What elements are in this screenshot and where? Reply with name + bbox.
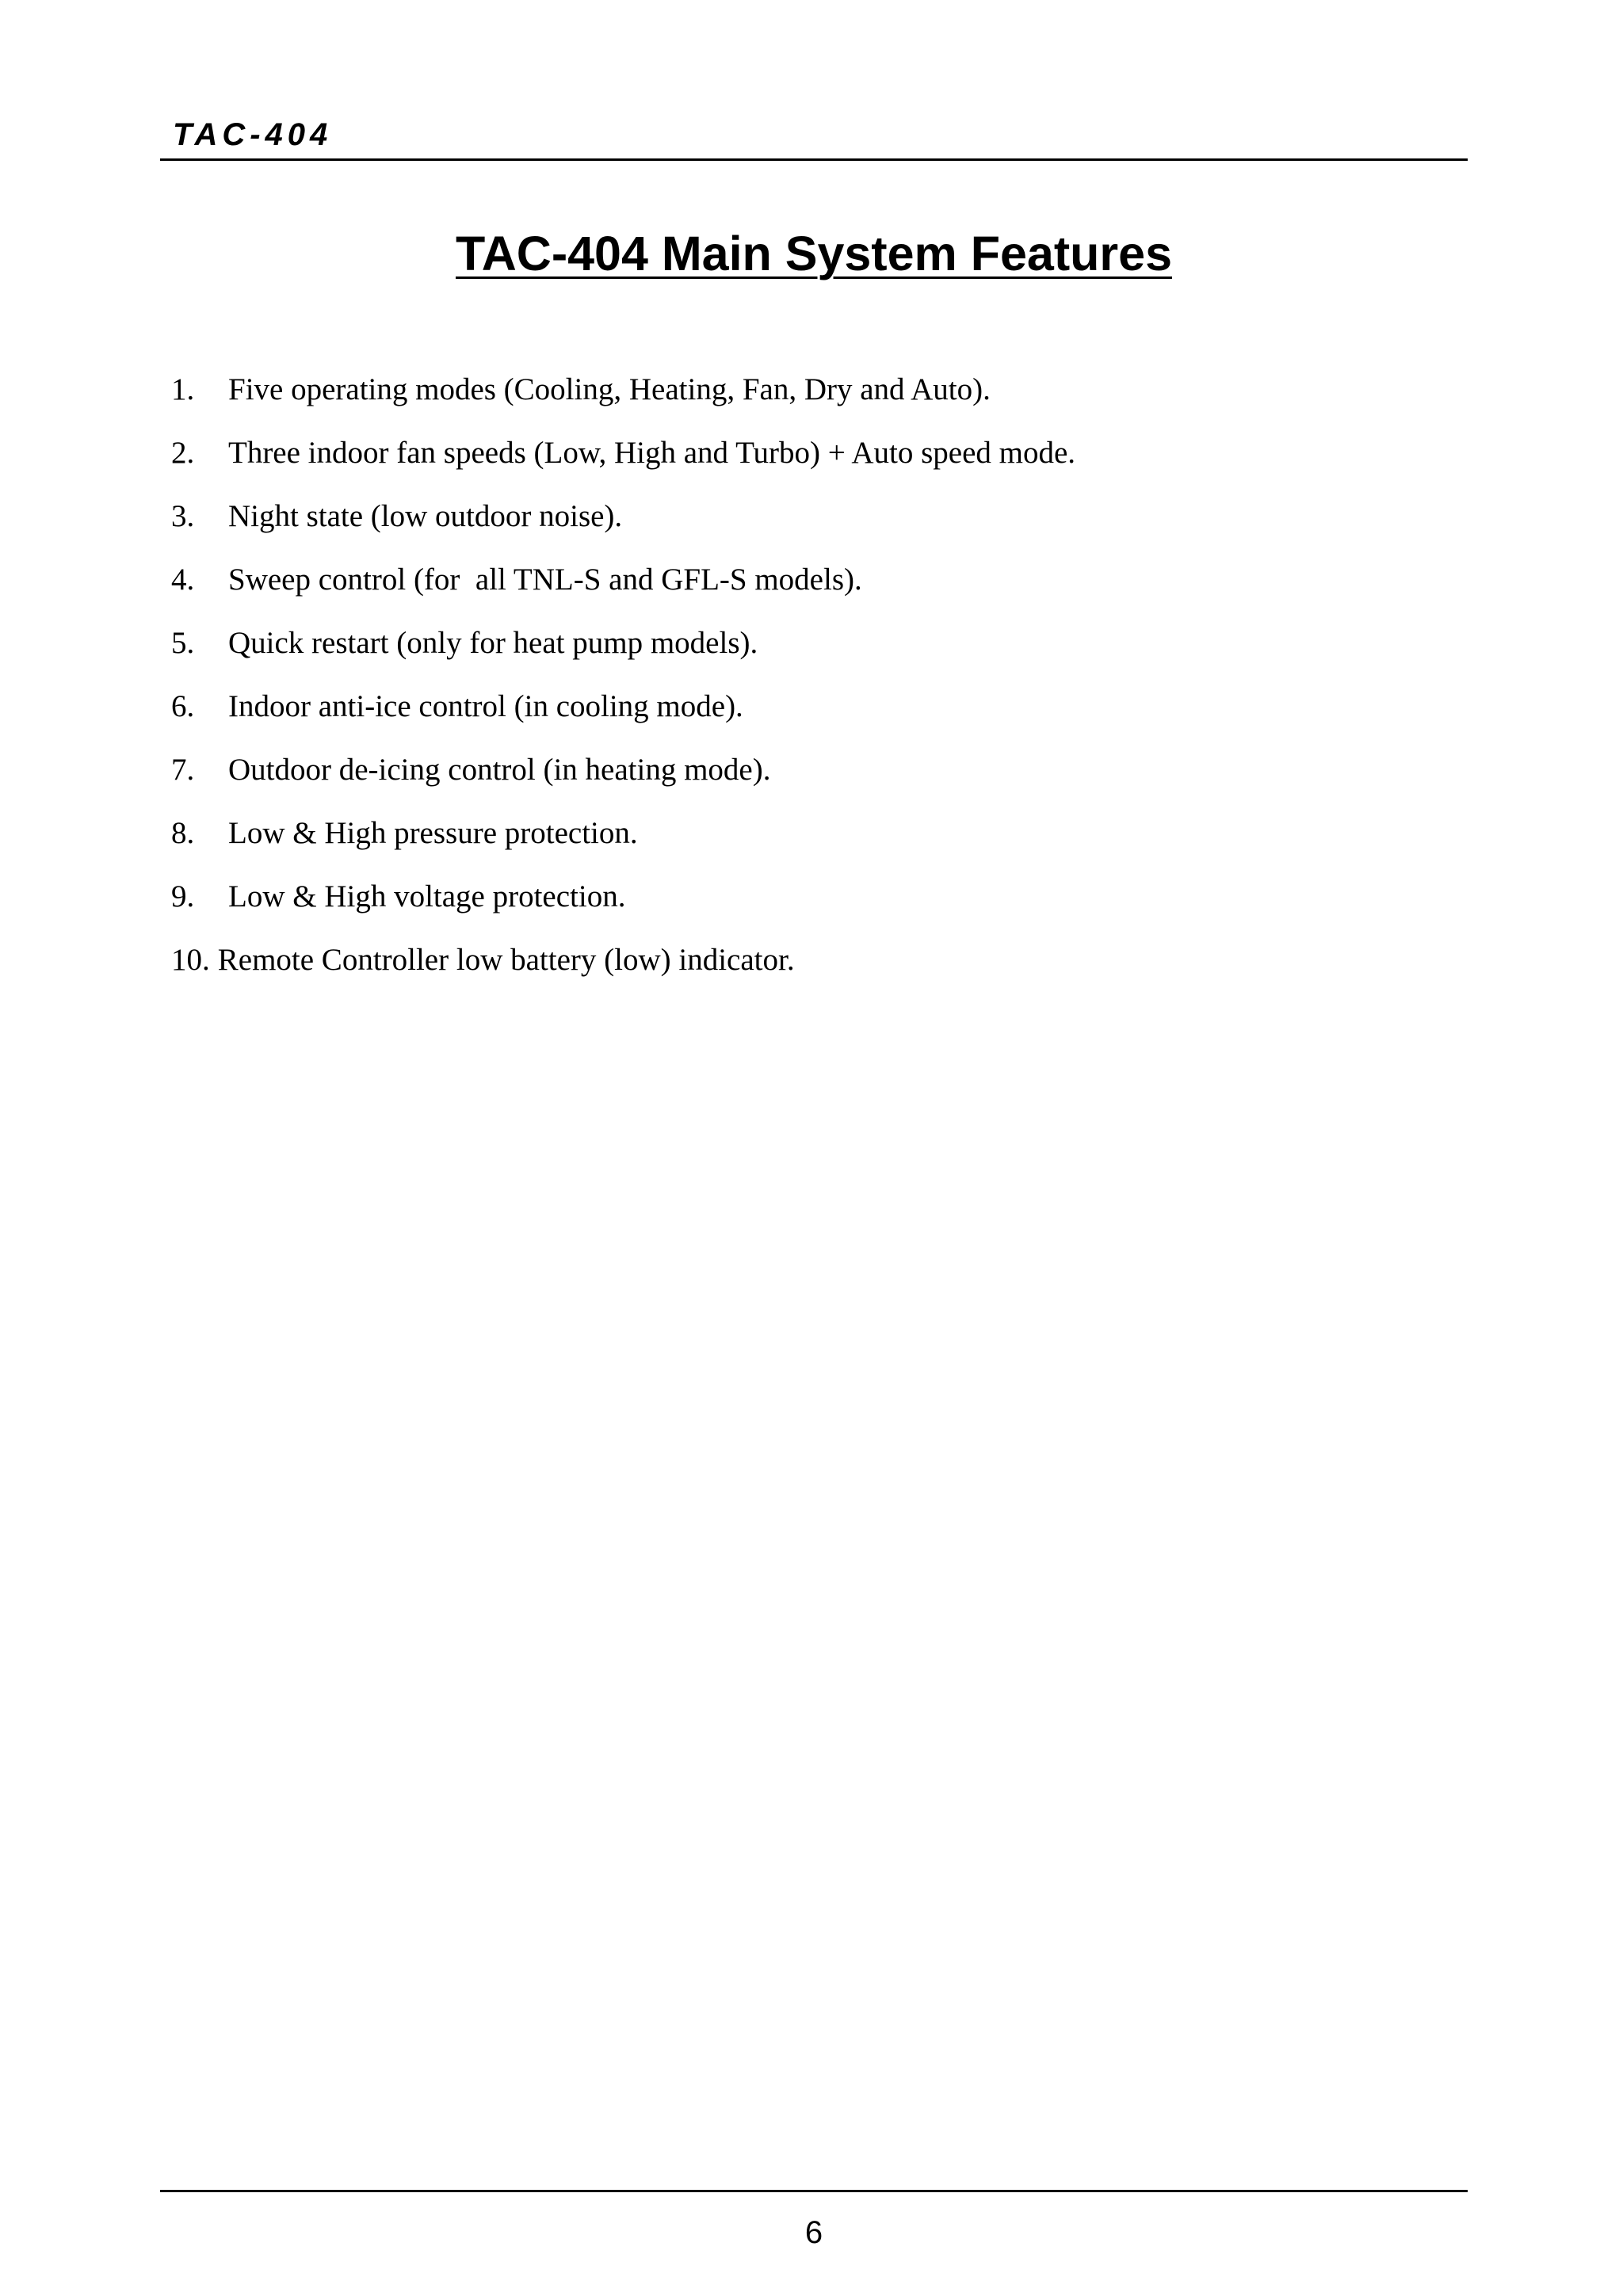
list-item-text: Five operating modes (Cooling, Heating, Fan, Dry and Auto). xyxy=(228,372,991,406)
footer-divider xyxy=(160,2190,1468,2192)
list-item xyxy=(171,944,1075,1008)
list-item-text: Night state (low outdoor noise). xyxy=(228,499,623,533)
list-item-text: Indoor anti-ice control (in cooling mode). xyxy=(228,689,743,723)
header-divider xyxy=(160,158,1468,161)
list-item-number: 4. xyxy=(171,563,195,597)
feature-list xyxy=(171,374,1075,1008)
page-title-text: TAC-404 Main System Features xyxy=(455,227,1172,280)
page-number: 6 xyxy=(804,2215,823,2250)
list-item-number: 10. xyxy=(171,943,210,977)
list-item-text: Three indoor fan speeds (Low, High and Turbo) + Auto speed mode. xyxy=(228,436,1076,470)
list-item-number: 3. xyxy=(171,499,195,533)
list-item xyxy=(171,564,1075,627)
list-item-number: 2. xyxy=(171,436,195,470)
list-item-number: 5. xyxy=(171,626,195,660)
list-item-text: Sweep control (for all TNL-S and GFL-S models). xyxy=(228,563,862,597)
list-item xyxy=(171,627,1075,691)
list-item xyxy=(171,691,1075,754)
list-item-text: Low & High pressure protection. xyxy=(228,816,638,850)
list-item-number: 8. xyxy=(171,816,195,850)
list-item-number: 9. xyxy=(171,879,195,913)
page-title xyxy=(160,227,1468,280)
list-item xyxy=(171,881,1075,944)
list-item-text: Low & High voltage protection. xyxy=(228,879,626,913)
list-item-number: 6. xyxy=(171,689,195,723)
list-item-text: Quick restart (only for heat pump models). xyxy=(228,626,758,660)
list-item xyxy=(171,374,1075,437)
list-item xyxy=(171,437,1075,501)
running-header-label: TAC-404 xyxy=(173,117,333,152)
list-item-number: 1. xyxy=(171,372,195,406)
list-item-text: Outdoor de-icing control (in heating mode). xyxy=(228,753,771,787)
list-item-text: Remote Controller low battery (low) indicator. xyxy=(217,943,795,977)
list-item xyxy=(171,818,1075,881)
list-item xyxy=(171,501,1075,564)
list-item-number: 7. xyxy=(171,753,195,787)
list-item xyxy=(171,754,1075,818)
